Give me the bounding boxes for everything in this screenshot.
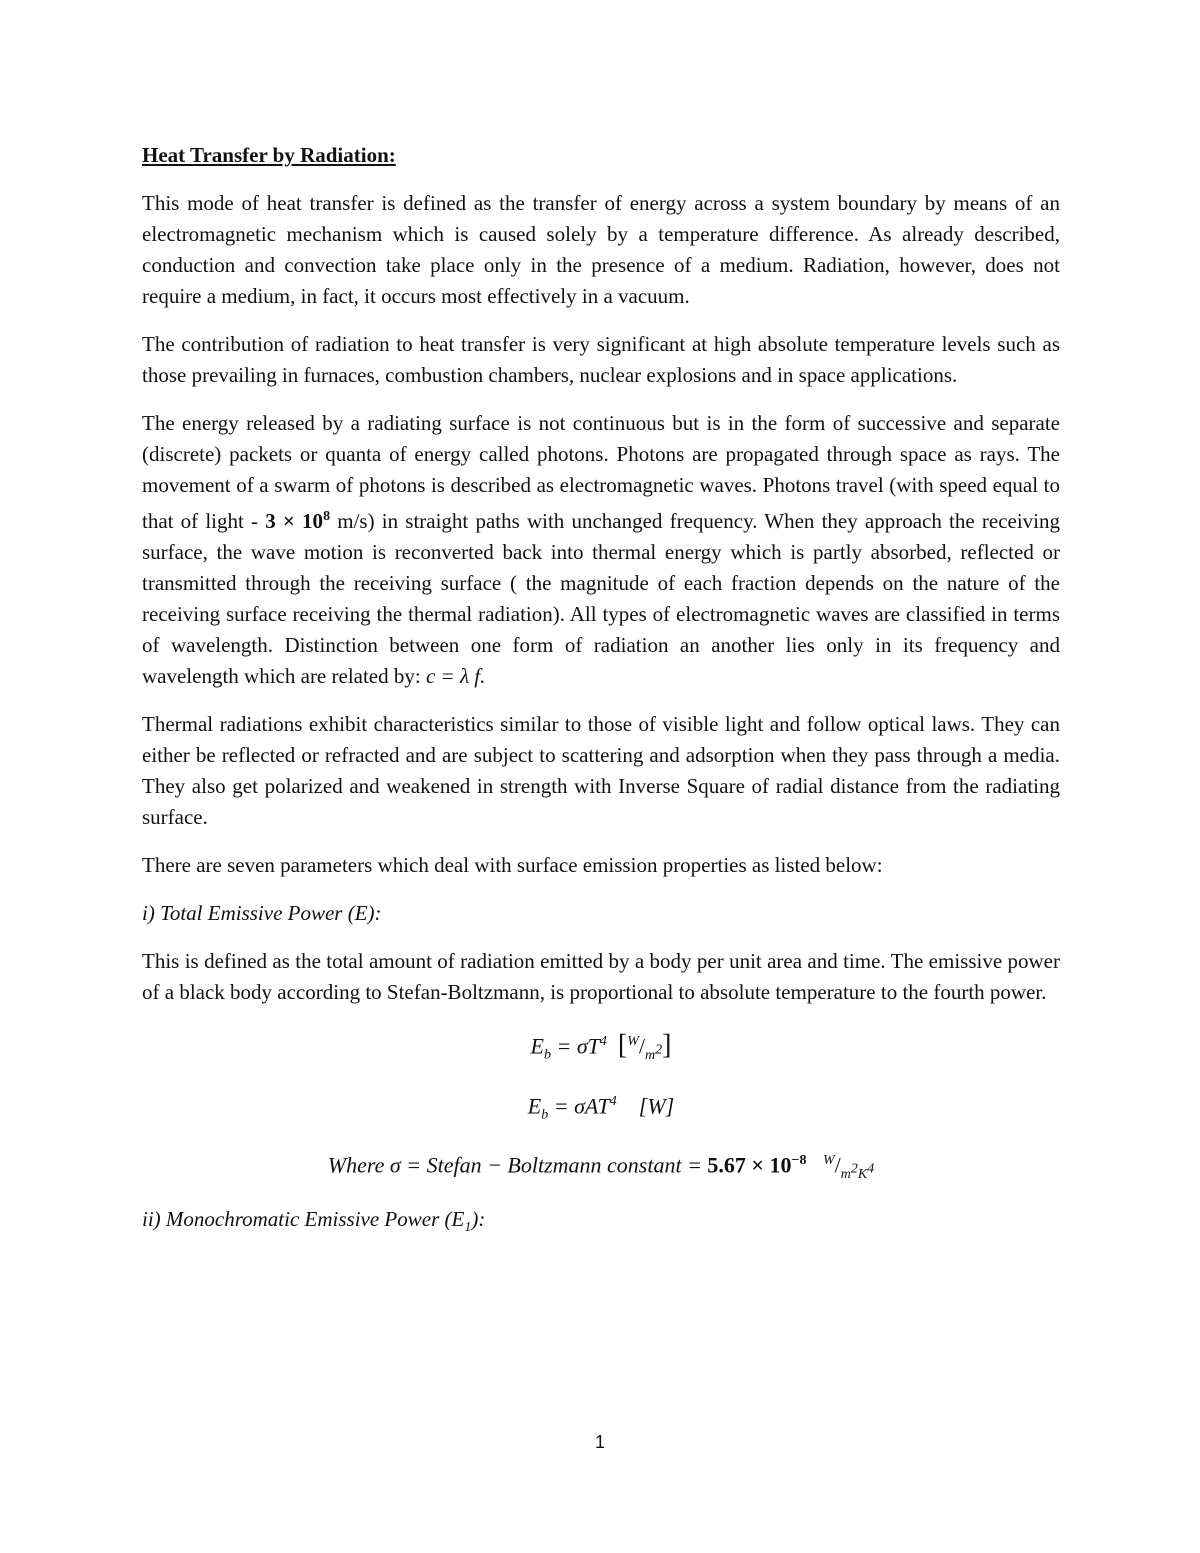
paragraph-thermal-radiation: Thermal radiations exhibit characteristics similar to those of visible light and follow optical laws. They can either be reflected or refracted and are subject to scattering and adsorption when they pass through a media. They also get polarized and weakened in strength with Inverse Square of radial distance from the radiating surface. xyxy=(142,712,1060,829)
paragraph-intro: This mode of heat transfer is defined as the transfer of energy across a system boundary by means of an electromagnetic mechanism which is caused solely by a temperature difference. As already described, conduction and convection take place only in the presence of a medium. Radiation, however, does not require a medium, in fact, it occurs most effectively in a vacuum. xyxy=(142,191,1060,308)
subsection-title-monochromatic-emissive-power: ii) Monochromatic Emissive Power $(E_1)$: xyxy=(142,1207,486,1236)
subsection-title-total-emissive-power: i) Total Emissive Power (E): xyxy=(142,901,382,925)
document-page xyxy=(142,140,1060,1260)
equation-stefan-boltzmann-power: $E_b = \sigma AT^4$ [W] xyxy=(527,1093,675,1123)
speed-of-light: $3 \times 10^8$ xyxy=(265,509,331,533)
wave-formula: c = λ f. xyxy=(425,664,486,688)
paragraph-contribution: The contribution of radiation to heat transfer is very significant at high absolute temperature levels such as those prevailing in furnaces, combustion chambers, nuclear explosions and in space applications. xyxy=(142,332,1060,387)
paragraph-parameters: There are seven parameters which deal with surface emission properties as listed below: xyxy=(142,853,883,877)
section-heading: Heat Transfer by Radiation: xyxy=(142,143,396,167)
equation-stefan-constant: Where σ = Stefan − Boltzmann constant = $5.67 \times 10^{-8}$ $^W/_{m^2K^4}$ xyxy=(327,1152,875,1183)
paragraph-total-emissive-power: This is defined as the total amount of radiation emitted by a body per unit area and time. The emissive power of a black body according to Stefan-Boltzmann, is proportional to absolute temperature to the fourth power. xyxy=(142,949,1060,1004)
page-number: 1 xyxy=(594,1432,605,1452)
equation-stefan-boltzmann-flux: $E_b = \sigma T^4$ $[^W/_{m^2}]$ xyxy=(530,1029,672,1063)
paragraph-photons: The energy released by a radiating surface is not continuous but is in the form of successive and separate (discrete) packets or quanta of energy called photons. Photons are propagated through space as rays. The movement of a swarm of photons is described as electromagnetic waves. Photons travel (with speed equal to that of light - $3 \times 10^8$ m/s) in straight paths with unchanged frequency. When they approach the receiving surface, the wave motion is reconverted back into thermal energy which is partly absorbed, reflected or transmitted through the receiving surface ( the magnitude of each fraction depends on the nature of the receiving surface receiving the thermal radiation). All types of electromagnetic waves are classified in terms of wavelength. Distinction between one form of radiation an another lies only in its frequency and wavelength which are related by: c = λ f. xyxy=(142,411,1061,688)
